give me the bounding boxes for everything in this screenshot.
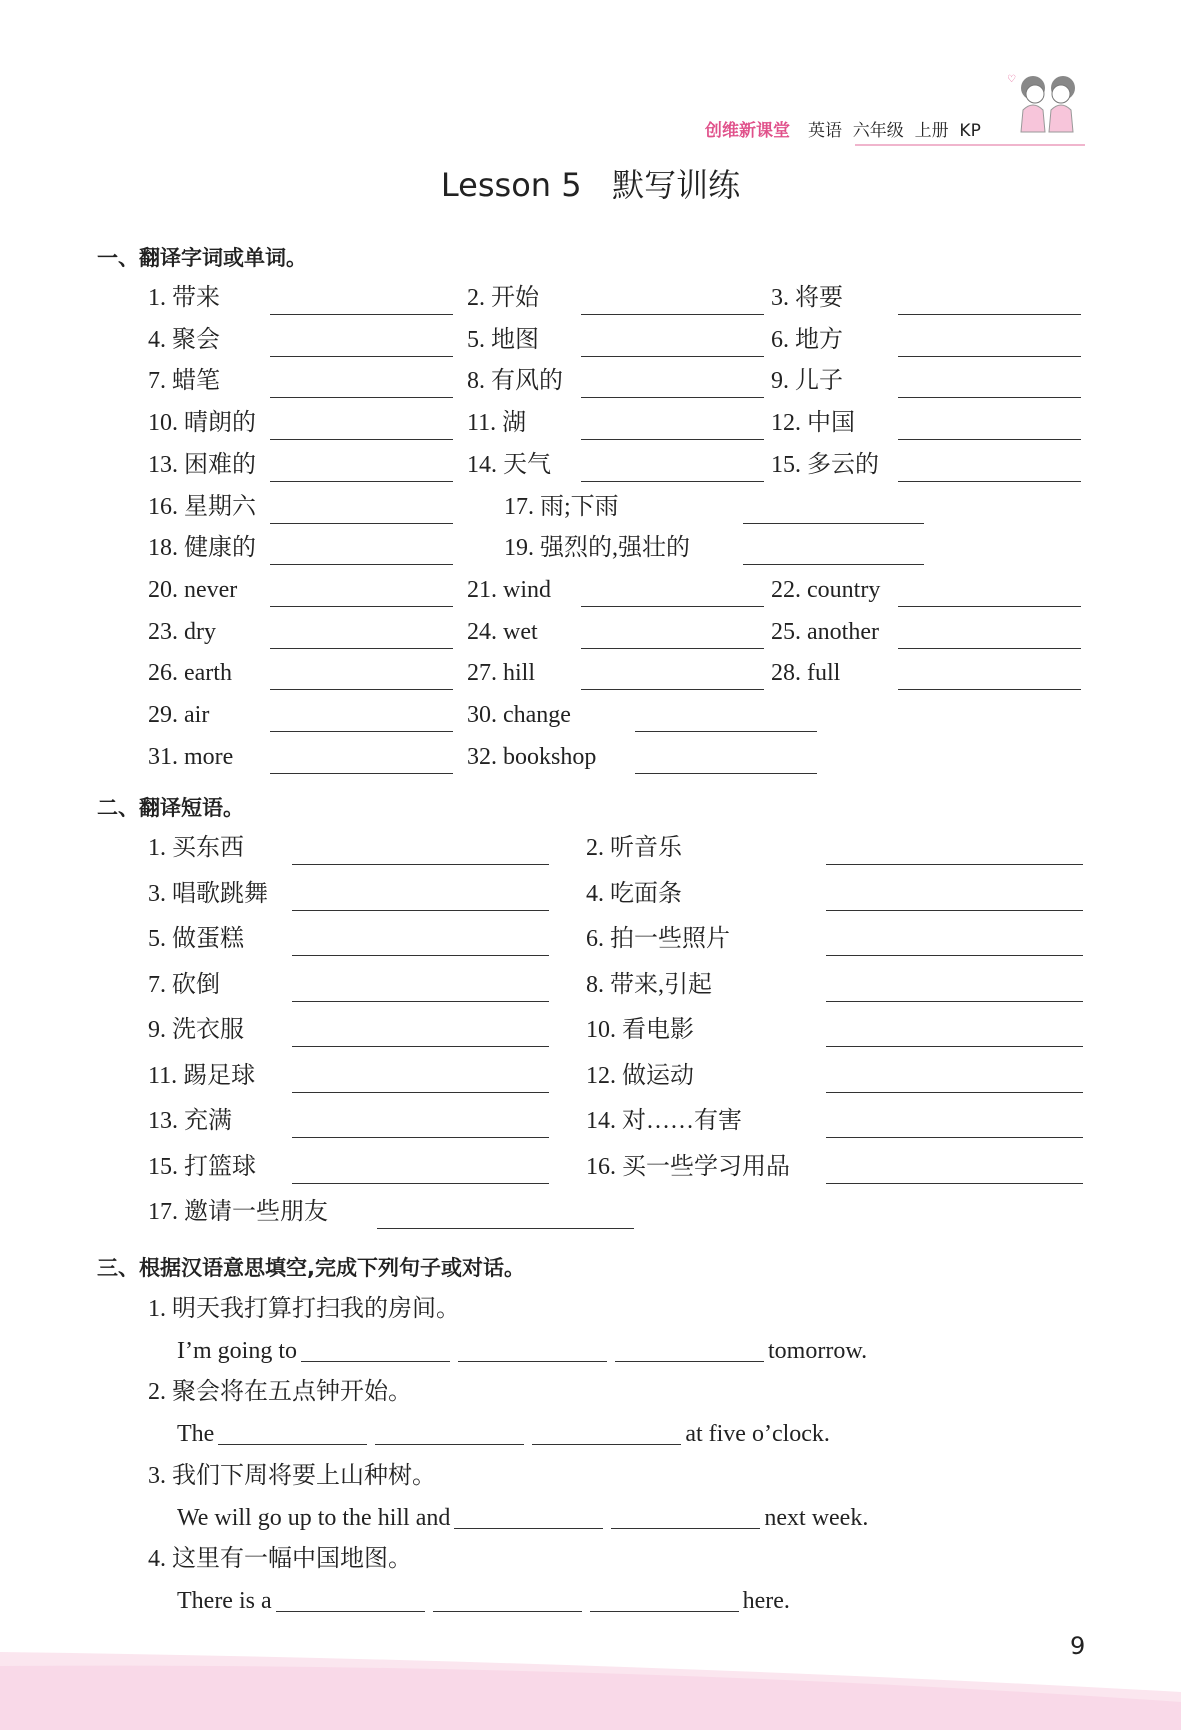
page-number: 9 bbox=[1070, 1632, 1086, 1660]
answer-blank[interactable] bbox=[581, 481, 764, 482]
section-heading: 三、根据汉语意思填空,完成下列句子或对话。 bbox=[97, 1256, 525, 1280]
word-label: 23. dry bbox=[148, 618, 216, 645]
answer-blank[interactable] bbox=[292, 864, 549, 865]
word-label: 8. 有风的 bbox=[467, 368, 563, 395]
word-label: 11. 湖 bbox=[467, 410, 527, 437]
word-label: 12. 中国 bbox=[771, 410, 855, 437]
answer-blank[interactable] bbox=[826, 1092, 1083, 1093]
answer-blank[interactable] bbox=[292, 1183, 549, 1184]
answer-blank[interactable] bbox=[458, 1337, 607, 1362]
answer-blank[interactable] bbox=[532, 1420, 681, 1445]
phrase-label: 12. 做运动 bbox=[586, 1062, 694, 1089]
sentence-prompt: 4. 这里有一幅中国地图。 bbox=[148, 1546, 412, 1573]
sentence-prompt: 3. 我们下周将要上山种树。 bbox=[148, 1462, 436, 1489]
answer-blank[interactable] bbox=[590, 1587, 739, 1612]
word-label: 19. 强烈的,强壮的 bbox=[504, 535, 690, 562]
answer-blank[interactable] bbox=[635, 731, 817, 732]
answer-blank[interactable] bbox=[292, 955, 549, 956]
word-label: 13. 困难的 bbox=[148, 451, 256, 478]
answer-blank[interactable] bbox=[292, 1092, 549, 1093]
answer-blank[interactable] bbox=[898, 689, 1081, 690]
sentence-start: The bbox=[177, 1421, 215, 1448]
phrase-label: 3. 唱歌跳舞 bbox=[148, 880, 268, 907]
phrase-label: 8. 带来,引起 bbox=[586, 971, 712, 998]
phrase-label: 7. 砍倒 bbox=[148, 971, 220, 998]
answer-blank[interactable] bbox=[581, 689, 764, 690]
word-label: 16. 星期六 bbox=[148, 493, 256, 520]
answer-blank[interactable] bbox=[377, 1228, 634, 1229]
word-label: 25. another bbox=[771, 618, 879, 645]
sentence-line bbox=[177, 1419, 830, 1449]
word-label: 27. hill bbox=[467, 660, 536, 687]
phrase-label: 5. 做蛋糕 bbox=[148, 926, 244, 952]
answer-blank[interactable] bbox=[615, 1337, 764, 1362]
phrase-label: 13. 充满 bbox=[148, 1108, 232, 1134]
kids-illustration-icon bbox=[1005, 70, 1087, 150]
answer-blank[interactable] bbox=[826, 1183, 1083, 1184]
answer-blank[interactable] bbox=[301, 1337, 450, 1362]
answer-blank[interactable] bbox=[270, 397, 453, 398]
answer-blank[interactable] bbox=[826, 1137, 1083, 1138]
answer-blank[interactable] bbox=[581, 648, 764, 649]
answer-blank[interactable] bbox=[581, 314, 764, 315]
word-label: 18. 健康的 bbox=[148, 535, 256, 562]
word-label: 20. never bbox=[148, 576, 238, 603]
word-label: 6. 地方 bbox=[771, 326, 843, 353]
word-label: 21. wind bbox=[467, 576, 551, 603]
section-heading: 一、翻译字词或单词。 bbox=[97, 246, 307, 270]
answer-blank[interactable] bbox=[898, 606, 1081, 607]
phrase-label: 1. 买东西 bbox=[148, 835, 244, 861]
sentence-end: here. bbox=[742, 1587, 790, 1614]
word-label: 3. 将要 bbox=[771, 285, 843, 311]
answer-blank[interactable] bbox=[826, 910, 1083, 911]
answer-blank[interactable] bbox=[292, 1001, 549, 1002]
phrase-label: 2. 听音乐 bbox=[586, 835, 682, 861]
phrase-label: 9. 洗衣服 bbox=[148, 1017, 244, 1043]
phrase-label: 6. 拍一些照片 bbox=[586, 926, 730, 952]
answer-blank[interactable] bbox=[581, 606, 764, 607]
answer-blank[interactable] bbox=[218, 1420, 367, 1445]
sentence-line bbox=[177, 1336, 867, 1366]
sentence-prompt: 1. 明天我打算打扫我的房间。 bbox=[148, 1296, 460, 1322]
answer-blank[interactable] bbox=[270, 773, 453, 774]
phrase-label: 14. 对……有害 bbox=[586, 1108, 742, 1134]
answer-blank[interactable] bbox=[454, 1504, 603, 1529]
phrase-label: 17. 邀请一些朋友 bbox=[148, 1199, 328, 1225]
answer-blank[interactable] bbox=[826, 1001, 1083, 1002]
word-label: 26. earth bbox=[148, 660, 232, 687]
answer-blank[interactable] bbox=[826, 1046, 1083, 1047]
answer-blank[interactable] bbox=[276, 1587, 425, 1612]
sentence-end: at five o’clock. bbox=[685, 1421, 830, 1448]
answer-blank[interactable] bbox=[898, 439, 1081, 440]
word-label: 22. country bbox=[771, 576, 881, 603]
word-label: 9. 儿子 bbox=[771, 368, 843, 395]
answer-blank[interactable] bbox=[270, 481, 453, 482]
sentence-end: tomorrow. bbox=[768, 1337, 868, 1364]
answer-blank[interactable] bbox=[292, 910, 549, 911]
answer-blank[interactable] bbox=[375, 1420, 524, 1445]
brand-label: 创维新课堂 bbox=[705, 121, 790, 141]
answer-blank[interactable] bbox=[433, 1587, 582, 1612]
answer-blank[interactable] bbox=[581, 397, 764, 398]
phrase-label: 10. 看电影 bbox=[586, 1017, 694, 1043]
answer-blank[interactable] bbox=[581, 439, 764, 440]
subject-label: 英语 六年级 上册 KP bbox=[808, 121, 981, 141]
word-label: 4. 聚会 bbox=[148, 326, 220, 353]
footer-pink-band bbox=[0, 1640, 1181, 1730]
answer-blank[interactable] bbox=[270, 523, 453, 524]
word-label: 15. 多云的 bbox=[771, 451, 879, 478]
answer-blank[interactable] bbox=[635, 773, 817, 774]
word-label: 17. 雨;下雨 bbox=[504, 493, 619, 520]
answer-blank[interactable] bbox=[270, 731, 453, 732]
answer-blank[interactable] bbox=[270, 648, 453, 649]
word-label: 28. full bbox=[771, 660, 841, 687]
running-header bbox=[705, 116, 981, 141]
svg-text:♡: ♡ bbox=[1007, 74, 1016, 85]
sentence-prompt: 2. 聚会将在五点钟开始。 bbox=[148, 1379, 412, 1406]
word-label: 10. 晴朗的 bbox=[148, 410, 256, 437]
word-label: 1. 带来 bbox=[148, 285, 220, 311]
phrase-label: 16. 买一些学习用品 bbox=[586, 1153, 790, 1180]
answer-blank[interactable] bbox=[270, 356, 453, 357]
sentence-start: There is a bbox=[177, 1587, 272, 1614]
sentence-start: We will go up to the hill and bbox=[177, 1504, 451, 1531]
word-label: 24. wet bbox=[467, 618, 538, 645]
word-label: 14. 天气 bbox=[467, 451, 551, 478]
answer-blank[interactable] bbox=[898, 397, 1081, 398]
answer-blank[interactable] bbox=[898, 481, 1081, 482]
answer-blank[interactable] bbox=[292, 1137, 549, 1138]
sentence-line bbox=[177, 1586, 790, 1616]
sentence-end: next week. bbox=[764, 1504, 869, 1531]
word-label: 30. change bbox=[467, 702, 571, 728]
section-heading: 二、翻译短语。 bbox=[97, 796, 244, 820]
word-label: 2. 开始 bbox=[467, 285, 539, 311]
answer-blank[interactable] bbox=[270, 314, 453, 315]
answer-blank[interactable] bbox=[270, 606, 453, 607]
word-label: 31. more bbox=[148, 743, 234, 770]
answer-blank[interactable] bbox=[826, 864, 1083, 865]
word-label: 29. air bbox=[148, 702, 210, 728]
phrase-label: 15. 打篮球 bbox=[148, 1153, 256, 1180]
word-label: 7. 蜡笔 bbox=[148, 368, 220, 395]
answer-blank[interactable] bbox=[292, 1046, 549, 1047]
word-label: 5. 地图 bbox=[467, 326, 539, 353]
answer-blank[interactable] bbox=[581, 356, 764, 357]
word-label: 32. bookshop bbox=[467, 743, 597, 770]
page-title: Lesson 5 默写训练 bbox=[440, 166, 741, 204]
phrase-label: 11. 踢足球 bbox=[148, 1062, 256, 1089]
answer-blank[interactable] bbox=[270, 439, 453, 440]
answer-blank[interactable] bbox=[743, 564, 924, 565]
answer-blank[interactable] bbox=[898, 314, 1081, 315]
phrase-label: 4. 吃面条 bbox=[586, 880, 682, 907]
answer-blank[interactable] bbox=[743, 523, 924, 524]
sentence-line bbox=[177, 1503, 868, 1533]
answer-blank[interactable] bbox=[826, 955, 1083, 956]
answer-blank[interactable] bbox=[611, 1504, 760, 1529]
answer-blank[interactable] bbox=[898, 356, 1081, 357]
sentence-start: I’m going to bbox=[177, 1337, 297, 1364]
answer-blank[interactable] bbox=[270, 564, 453, 565]
answer-blank[interactable] bbox=[898, 648, 1081, 649]
answer-blank[interactable] bbox=[270, 689, 453, 690]
